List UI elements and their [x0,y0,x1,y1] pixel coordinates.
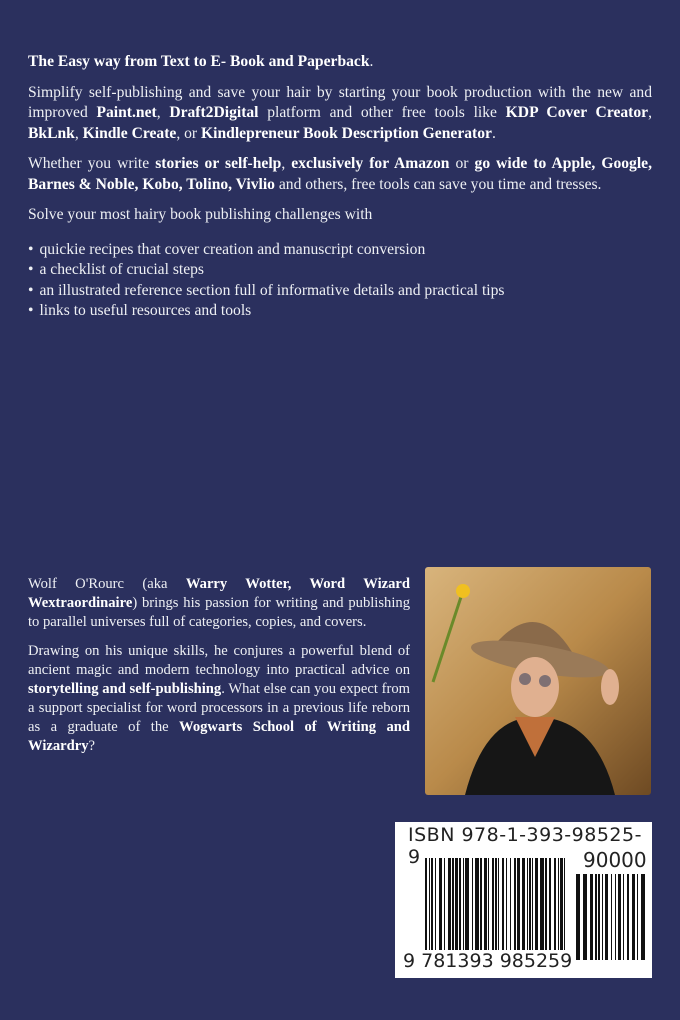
bio-paragraph [28,575,410,632]
barcode-bar [605,874,608,960]
description [28,52,652,322]
barcode-bar [598,874,600,960]
barcode-bar [615,874,616,960]
tool-name: KDP Cover Creator [505,104,649,121]
challenges-paragraph: Solve your most hairy book publishing challenges with [28,206,373,223]
text: . What else can you expect from a support specialist for word processors in a previous life reborn as a graduate of the [28,681,410,735]
text: ? [88,738,96,754]
list-item: • quickie recipes that cover creation and manuscript conversion [28,240,652,261]
barcode-bar [602,874,603,960]
barcode-bar [627,874,629,960]
platforms-paragraph [28,154,652,195]
tool-name: BkLnk [28,124,75,142]
text: , [156,104,170,121]
text: , or [176,124,202,142]
text: . [491,124,496,142]
emphasis: stories or self-help [155,155,282,172]
emphasis: go wide to Apple, Google, Barnes & Noble, Kobo, Tolino, Vivlio [28,155,652,193]
emphasis: Wogwarts School of Writing and Wizardry [28,719,410,754]
tool-name: Paint.net [96,104,157,121]
barcode-bar [576,874,580,960]
headline: The Easy way from Text to E- Book and Paperback. [28,53,374,70]
barcode-bar [590,874,593,960]
barcode-bar [583,874,587,960]
barcode-bar [637,874,638,960]
bullet-list [28,240,652,322]
text: platform and other free tools like [258,104,506,121]
price-addon: 90000 [583,848,647,872]
bio-paragraph [28,642,410,756]
text: Whether you write [28,155,156,172]
text: or [449,155,475,172]
text: ) brings his passion for writing and publishing to parallel universes full of categories, copies, and covers. [28,595,410,630]
barcode-bar [595,874,597,960]
isbn-label: ISBN 978-1-393-98525-9 [408,824,642,868]
headline-text: The Easy way from Text to E- Book and Paperback [28,53,370,70]
text: Wolf O'Rourc (aka [28,576,186,592]
barcode-bar [641,874,645,960]
text: , [648,104,652,121]
tool-name: Kindle Create [82,124,177,142]
isbn-barcode [395,822,652,978]
list-item: • links to useful resources and tools [28,301,652,322]
list-item: • an illustrated reference section full of informative details and practical tips [28,281,652,302]
list-item: • a checklist of crucial steps [28,260,652,281]
text: Simplify self-publishing and save your hair by starting your book production with the new and improved [28,83,652,121]
text: and others, free tools can save you time and tresses. [274,175,602,193]
author-photo [425,567,651,795]
intro-paragraph [28,83,652,145]
text: , [281,155,292,172]
barcode-bar [623,874,624,960]
emphasis: storytelling and self-publishing [28,681,222,697]
emphasis: Warry Wotter, Word Wizard Wextraordinaire [28,576,410,611]
tool-name: Draft2Digital [169,104,259,121]
tool-name: Kindlepreneur Book Description Generator [201,124,492,142]
text: , [74,124,83,142]
ean-digits: 9 781393 985259 [403,950,573,972]
emphasis: exclusively for Amazon [291,155,450,172]
barcode-bar [618,874,621,960]
barcode-bar [611,874,612,960]
text: Drawing on his unique skills, he conjures a powerful blend of ancient magic and modern technology into practical advice on [28,643,410,678]
author-bio [28,575,410,766]
barcode-bar [632,874,635,960]
